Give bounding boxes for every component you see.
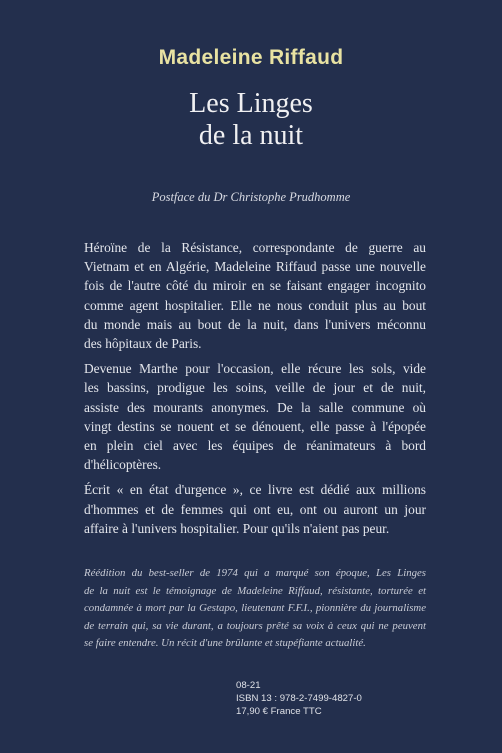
text-line: assiste des mourants anonymes. De la salle commune où [84,399,426,415]
paragraph [84,359,426,474]
author-name: Madeleine Riffaud [158,46,344,69]
blurb-line: condamnée à mort par la Gestapo, lieutenant F.F.I., pionnière du journalisme [84,602,426,615]
text-line: les bassins, prodigue les soins, veille de jour et de nuit, [84,380,426,396]
price: 17,90 € France TTC [236,706,322,717]
paragraph [84,238,426,353]
blurb-line: se faire entendre. Un récit d'une brûlante et stupéfiante actualité. [84,637,366,650]
blurb-line: de la nuit est le témoignage de Madeleine Riffaud, résistante, torturée et [84,584,426,597]
publication-info [236,679,362,718]
text-line: des hôpitaux de Paris. [84,336,202,352]
text-line: du monde mais au bout de la nuit, dans l'univers méconnu [84,316,426,332]
text-line: fois de l'autre côté du miroir en se faisant engager incognito [84,278,426,294]
text-line: Devenue Marthe pour l'occasion, elle récure les sols, vide [84,361,426,377]
title-line: de la nuit [198,120,304,151]
blurb-line: de terrain qui, sa vie durant, a toujours prêté sa voix à ceux qui ne peuvent [84,619,426,632]
print-code: 08-21 [236,680,261,691]
title-line: Les Linges [189,88,313,119]
paragraph [84,480,426,538]
postface-credit: Postface du Dr Christophe Prudhomme [151,190,351,204]
text-line: vingt destins se nouent et se dénouent, elle passe à l'épopée [84,418,426,434]
text-line: d'hommes et de femmes qui ont eu, ont ou auront un jour [84,501,426,517]
text-line: Vietnam et en Algérie, Madeleine Riffaud passe une nouvelle [84,259,426,275]
text-line: Héroïne de la Résistance, correspondante de guerre au [84,240,426,255]
back-cover-description [84,238,426,544]
edition-blurb [84,565,426,653]
text-line: d'hélicoptères. [84,457,162,473]
text-line: Écrit « en état d'urgence », ce livre est dédié aux millions [84,482,426,498]
text-line: comme agent hospitalier. Elle ne nous conduit plus au bout [84,297,426,313]
blurb-line: Réédition du best-seller de 1974 qui a marqué son époque, Les Linges [84,567,426,579]
text-line: affaire à l'univers hospitalier. Pour qu'ils n'aient pas peur. [84,520,390,536]
isbn: ISBN 13 : 978-2-7499-4827-0 [236,693,362,704]
text-line: en plein ciel avec les équipes de réanimateurs à bord [84,438,426,454]
book-title [0,88,502,152]
